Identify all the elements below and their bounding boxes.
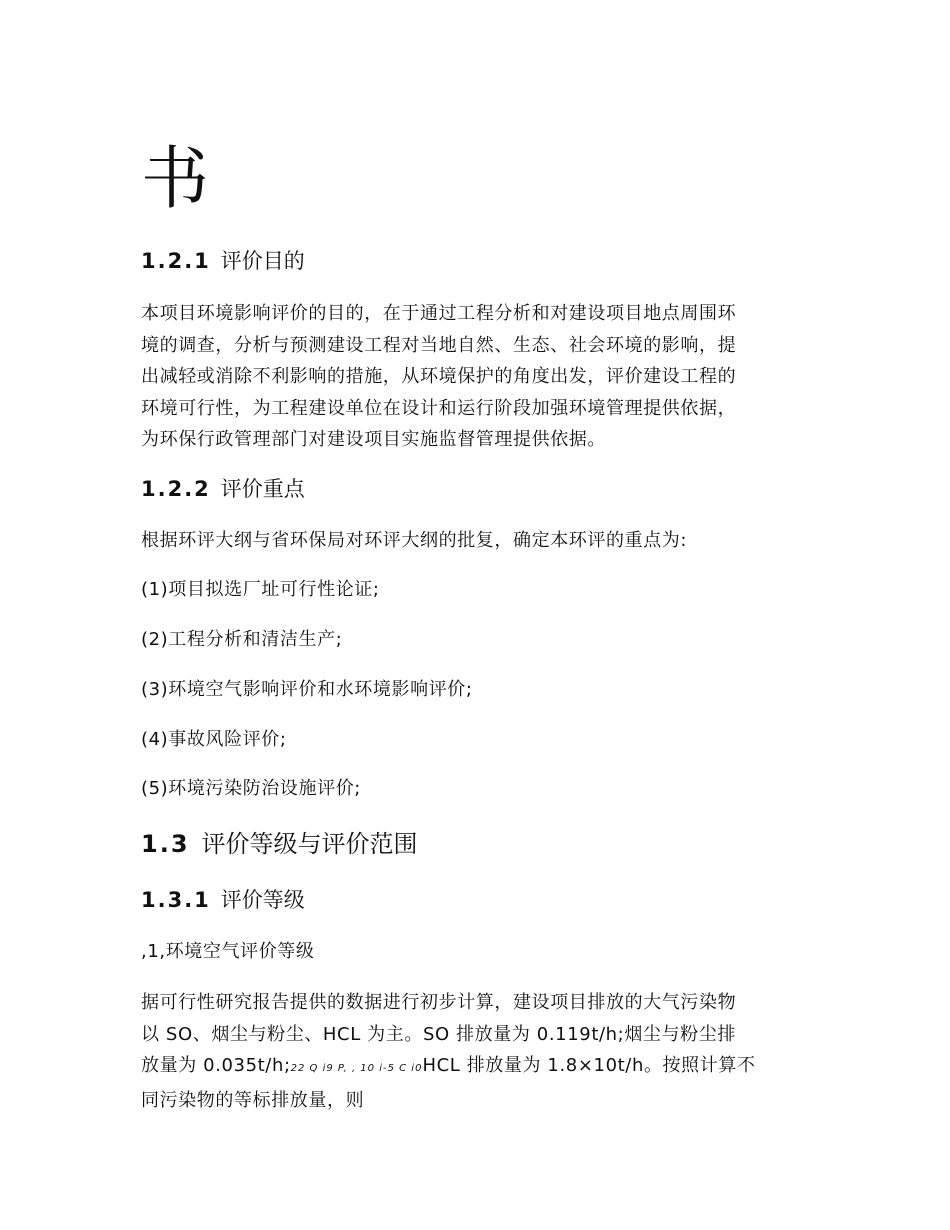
heading-1-3-1 — [141, 886, 305, 914]
paragraph-line: 同污染物的等标排放量，则 — [141, 1089, 365, 1111]
text-segment: 放量为 0.035t/h; — [141, 1055, 291, 1076]
paragraph-line: 本项目环境影响评价的目的，在于通过工程分析和对建设项目地点周围环 — [141, 303, 737, 324]
paragraph-line — [141, 1050, 813, 1085]
paragraph-line: 以 SO、烟尘与粉尘、HCL 为主。SO 排放量为 0.119t/h;烟尘与粉尘排 — [141, 1023, 736, 1045]
heading-number: 1.3 — [141, 830, 190, 858]
focus-item: (4)事故风险评价; — [141, 729, 287, 750]
text-segment: HCL 排放量为 1.8×10t/h。按照计算不 — [422, 1055, 756, 1076]
paragraph-line: 据可行性研究报告提供的数据进行初步计算，建设项目排放的大气污染物 — [141, 992, 737, 1013]
focus-item: (2)工程分析和清洁生产; — [141, 629, 343, 650]
title-fragment: 书 — [141, 140, 210, 219]
heading-1-3 — [141, 828, 418, 860]
heading-number: 1.2.1 — [141, 249, 211, 273]
heading-1-2-2 — [141, 475, 305, 503]
heading-1-2-1 — [141, 247, 305, 275]
paragraph-line: 出减轻或消除不利影响的措施，从环境保护的角度出发，评价建设工程的 — [141, 366, 737, 387]
heading-title: 评价等级与评价范围 — [201, 830, 418, 858]
heading-title: 评价等级 — [220, 888, 305, 912]
focus-intro: 根据环评大纲与省环保局对环评大纲的批复，确定本环评的重点为: — [141, 530, 688, 551]
paragraph-line: 境的调查，分析与预测建设工程对当地自然、生态、社会环境的影响，提 — [141, 334, 737, 356]
focus-item: (3)环境空气影响评价和水环境影响评价; — [141, 679, 473, 700]
paragraph-line: 为环保行政管理部门对建设项目实施监督管理提供依据。 — [141, 429, 606, 450]
heading-number: 1.2.2 — [141, 477, 211, 501]
paragraph-purpose — [141, 298, 813, 456]
air-grade-label: ,1,环境空气评价等级 — [141, 941, 315, 962]
heading-title: 评价目的 — [220, 249, 305, 273]
garbled-formula: 22 Q i9 P, , 10 i-5 C i0 — [290, 1063, 423, 1074]
heading-title: 评价重点 — [220, 477, 305, 501]
paragraph-emissions — [141, 987, 813, 1116]
focus-item: (1)项目拟选厂址可行性论证; — [141, 579, 380, 600]
focus-item: (5)环境污染防治设施评价; — [141, 778, 361, 799]
paragraph-line: 环境可行性，为工程建设单位在设计和运行阶段加强环境管理提供依据， — [141, 397, 737, 419]
heading-number: 1.3.1 — [141, 888, 211, 912]
